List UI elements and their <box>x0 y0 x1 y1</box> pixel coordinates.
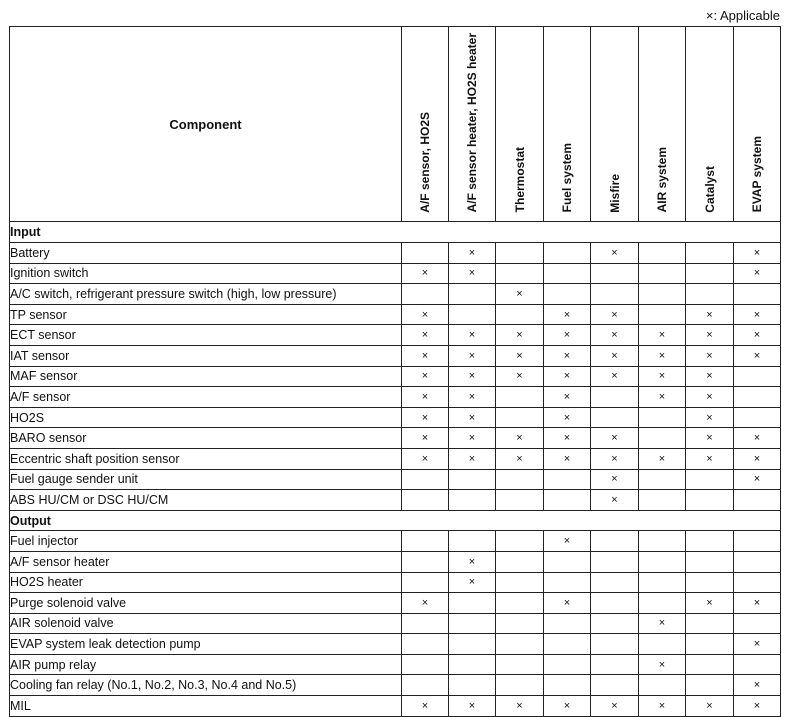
section-title: Output <box>10 510 781 531</box>
table-row <box>10 325 781 346</box>
empty-cell <box>591 387 639 408</box>
empty-cell <box>402 490 449 511</box>
component-name: AIR pump relay <box>10 654 402 675</box>
component-name: Purge solenoid valve <box>10 593 402 614</box>
empty-cell <box>686 490 734 511</box>
component-name: AIR solenoid valve <box>10 613 402 634</box>
applicable-mark: × <box>449 263 496 284</box>
applicable-mark: × <box>686 387 734 408</box>
table-row <box>10 531 781 552</box>
component-name: IAT sensor <box>10 345 402 366</box>
empty-cell <box>496 304 544 325</box>
section-row <box>10 222 781 243</box>
empty-cell <box>639 490 686 511</box>
applicable-mark: × <box>496 366 544 387</box>
applicable-mark: × <box>591 469 639 490</box>
empty-cell <box>496 593 544 614</box>
column-header <box>496 27 544 222</box>
empty-cell <box>686 531 734 552</box>
empty-cell <box>402 634 449 655</box>
empty-cell <box>449 675 496 696</box>
empty-cell <box>449 531 496 552</box>
table-row <box>10 654 781 675</box>
applicable-mark: × <box>591 696 639 717</box>
empty-cell <box>734 407 781 428</box>
empty-cell <box>591 407 639 428</box>
empty-cell <box>402 469 449 490</box>
applicable-mark: × <box>734 448 781 469</box>
empty-cell <box>591 675 639 696</box>
empty-cell <box>686 572 734 593</box>
empty-cell <box>449 634 496 655</box>
applicable-mark: × <box>734 593 781 614</box>
applicable-mark: × <box>591 448 639 469</box>
applicable-mark: × <box>449 387 496 408</box>
table-row <box>10 551 781 572</box>
applicable-mark: × <box>686 448 734 469</box>
column-header <box>544 27 591 222</box>
applicable-mark: × <box>686 325 734 346</box>
empty-cell <box>639 634 686 655</box>
empty-cell <box>496 407 544 428</box>
empty-cell <box>734 572 781 593</box>
applicable-mark: × <box>686 407 734 428</box>
applicable-mark: × <box>591 304 639 325</box>
column-header <box>591 27 639 222</box>
column-header-label: Fuel system <box>560 143 574 213</box>
applicable-mark: × <box>686 696 734 717</box>
column-header-label: Catalyst <box>702 165 717 213</box>
applicable-mark: × <box>544 345 591 366</box>
applicable-mark: × <box>496 428 544 449</box>
empty-cell <box>734 551 781 572</box>
empty-cell <box>591 263 639 284</box>
component-name: A/F sensor <box>10 387 402 408</box>
empty-cell <box>591 634 639 655</box>
applicable-mark: × <box>639 345 686 366</box>
applicable-mark: × <box>402 428 449 449</box>
applicable-mark: × <box>402 263 449 284</box>
empty-cell <box>639 263 686 284</box>
empty-cell <box>686 243 734 264</box>
empty-cell <box>402 284 449 305</box>
applicable-mark: × <box>449 325 496 346</box>
legend-applicable: ×: Applicable <box>705 8 780 23</box>
table-row <box>10 448 781 469</box>
applicable-mark: × <box>639 613 686 634</box>
applicable-mark: × <box>449 696 496 717</box>
empty-cell <box>496 387 544 408</box>
applicable-mark: × <box>686 304 734 325</box>
applicable-mark: × <box>402 696 449 717</box>
empty-cell <box>686 469 734 490</box>
table-row <box>10 469 781 490</box>
table-row <box>10 675 781 696</box>
empty-cell <box>544 243 591 264</box>
table-row <box>10 366 781 387</box>
table-row <box>10 572 781 593</box>
applicable-mark: × <box>544 366 591 387</box>
empty-cell <box>402 243 449 264</box>
applicable-mark: × <box>591 490 639 511</box>
table-row <box>10 243 781 264</box>
applicable-mark: × <box>591 325 639 346</box>
component-name: MAF sensor <box>10 366 402 387</box>
applicable-mark: × <box>449 572 496 593</box>
applicable-mark: × <box>496 345 544 366</box>
section-title: Input <box>10 222 781 243</box>
component-name: HO2S <box>10 407 402 428</box>
applicable-mark: × <box>402 593 449 614</box>
component-name: BARO sensor <box>10 428 402 449</box>
empty-cell <box>686 284 734 305</box>
component-matrix-table <box>9 26 781 717</box>
applicable-mark: × <box>639 696 686 717</box>
empty-cell <box>449 613 496 634</box>
empty-cell <box>496 531 544 552</box>
component-name: ECT sensor <box>10 325 402 346</box>
empty-cell <box>639 551 686 572</box>
applicable-mark: × <box>734 263 781 284</box>
table-row <box>10 634 781 655</box>
empty-cell <box>591 531 639 552</box>
empty-cell <box>591 593 639 614</box>
empty-cell <box>734 531 781 552</box>
component-header: Component <box>10 27 402 222</box>
component-name: Fuel injector <box>10 531 402 552</box>
empty-cell <box>544 551 591 572</box>
applicable-mark: × <box>734 345 781 366</box>
empty-cell <box>734 613 781 634</box>
empty-cell <box>544 613 591 634</box>
empty-cell <box>496 654 544 675</box>
empty-cell <box>544 469 591 490</box>
applicable-mark: × <box>544 304 591 325</box>
empty-cell <box>686 654 734 675</box>
empty-cell <box>449 654 496 675</box>
table-row <box>10 593 781 614</box>
table-row <box>10 345 781 366</box>
applicable-mark: × <box>402 304 449 325</box>
header-row <box>10 27 781 222</box>
empty-cell <box>686 551 734 572</box>
empty-cell <box>734 387 781 408</box>
column-header-label: A/F sensor heater, HO2S heater <box>465 33 479 213</box>
applicable-mark: × <box>639 654 686 675</box>
empty-cell <box>449 490 496 511</box>
empty-cell <box>496 243 544 264</box>
applicable-mark: × <box>544 696 591 717</box>
applicable-mark: × <box>402 387 449 408</box>
applicable-mark: × <box>449 551 496 572</box>
empty-cell <box>734 490 781 511</box>
applicable-mark: × <box>686 366 734 387</box>
empty-cell <box>496 551 544 572</box>
component-name: EVAP system leak detection pump <box>10 634 402 655</box>
empty-cell <box>686 675 734 696</box>
empty-cell <box>496 613 544 634</box>
empty-cell <box>591 551 639 572</box>
empty-cell <box>686 263 734 284</box>
empty-cell <box>544 654 591 675</box>
empty-cell <box>639 572 686 593</box>
empty-cell <box>639 593 686 614</box>
empty-cell <box>591 613 639 634</box>
applicable-mark: × <box>544 387 591 408</box>
empty-cell <box>639 284 686 305</box>
applicable-mark: × <box>449 448 496 469</box>
column-header-label: AIR system <box>655 147 669 213</box>
table-row <box>10 387 781 408</box>
applicable-mark: × <box>734 469 781 490</box>
empty-cell <box>639 531 686 552</box>
component-name: MIL <box>10 696 402 717</box>
applicable-mark: × <box>591 243 639 264</box>
empty-cell <box>686 613 734 634</box>
table-row <box>10 263 781 284</box>
table-row <box>10 428 781 449</box>
applicable-mark: × <box>402 366 449 387</box>
empty-cell <box>639 304 686 325</box>
applicable-mark: × <box>449 345 496 366</box>
table-row <box>10 304 781 325</box>
applicable-mark: × <box>449 366 496 387</box>
applicable-mark: × <box>544 531 591 552</box>
table-row <box>10 284 781 305</box>
component-name: Ignition switch <box>10 263 402 284</box>
component-name: TP sensor <box>10 304 402 325</box>
column-header-label: EVAP system <box>750 136 764 213</box>
empty-cell <box>639 243 686 264</box>
empty-cell <box>402 675 449 696</box>
component-name: A/F sensor heater <box>10 551 402 572</box>
empty-cell <box>686 634 734 655</box>
empty-cell <box>544 284 591 305</box>
applicable-mark: × <box>544 407 591 428</box>
column-header <box>402 27 449 222</box>
column-header <box>639 27 686 222</box>
applicable-mark: × <box>639 387 686 408</box>
applicable-mark: × <box>734 304 781 325</box>
applicable-mark: × <box>402 448 449 469</box>
applicable-mark: × <box>496 325 544 346</box>
applicable-mark: × <box>544 325 591 346</box>
section-row <box>10 510 781 531</box>
column-header <box>686 27 734 222</box>
applicable-mark: × <box>591 345 639 366</box>
empty-cell <box>496 263 544 284</box>
empty-cell <box>544 634 591 655</box>
applicable-mark: × <box>544 593 591 614</box>
applicable-mark: × <box>496 696 544 717</box>
empty-cell <box>591 284 639 305</box>
applicable-mark: × <box>402 345 449 366</box>
table-row <box>10 613 781 634</box>
empty-cell <box>544 263 591 284</box>
applicable-mark: × <box>449 243 496 264</box>
applicable-mark: × <box>734 634 781 655</box>
applicable-mark: × <box>496 448 544 469</box>
empty-cell <box>639 675 686 696</box>
column-header <box>449 27 496 222</box>
applicable-mark: × <box>449 428 496 449</box>
empty-cell <box>544 572 591 593</box>
column-header-label: Misfire <box>607 173 622 213</box>
empty-cell <box>496 490 544 511</box>
empty-cell <box>496 634 544 655</box>
applicable-mark: × <box>639 325 686 346</box>
empty-cell <box>496 572 544 593</box>
component-name: HO2S heater <box>10 572 402 593</box>
empty-cell <box>402 531 449 552</box>
empty-cell <box>402 613 449 634</box>
empty-cell <box>402 654 449 675</box>
empty-cell <box>639 428 686 449</box>
empty-cell <box>639 469 686 490</box>
empty-cell <box>449 284 496 305</box>
applicable-mark: × <box>686 345 734 366</box>
empty-cell <box>449 593 496 614</box>
empty-cell <box>734 654 781 675</box>
applicable-mark: × <box>591 428 639 449</box>
applicable-mark: × <box>686 593 734 614</box>
column-header-label: A/F sensor, HO2S <box>418 111 432 213</box>
empty-cell <box>734 366 781 387</box>
applicable-mark: × <box>591 366 639 387</box>
component-name: A/C switch, refrigerant pressure switch (high, low pressure) <box>10 284 402 305</box>
applicable-mark: × <box>734 428 781 449</box>
applicable-mark: × <box>449 407 496 428</box>
table-row <box>10 407 781 428</box>
applicable-mark: × <box>734 675 781 696</box>
component-name: Eccentric shaft position sensor <box>10 448 402 469</box>
applicable-mark: × <box>734 696 781 717</box>
empty-cell <box>544 490 591 511</box>
applicable-mark: × <box>544 428 591 449</box>
component-name: ABS HU/CM or DSC HU/CM <box>10 490 402 511</box>
applicable-mark: × <box>686 428 734 449</box>
empty-cell <box>639 407 686 428</box>
empty-cell <box>402 551 449 572</box>
component-name: Fuel gauge sender unit <box>10 469 402 490</box>
empty-cell <box>544 675 591 696</box>
empty-cell <box>591 654 639 675</box>
applicable-mark: × <box>402 407 449 428</box>
applicable-mark: × <box>639 366 686 387</box>
component-name: Battery <box>10 243 402 264</box>
matrix-body <box>10 222 781 716</box>
applicable-mark: × <box>544 448 591 469</box>
empty-cell <box>734 284 781 305</box>
column-header-label: Thermostat <box>512 147 527 213</box>
empty-cell <box>449 469 496 490</box>
applicable-mark: × <box>496 284 544 305</box>
empty-cell <box>402 572 449 593</box>
empty-cell <box>591 572 639 593</box>
empty-cell <box>496 469 544 490</box>
applicable-mark: × <box>734 325 781 346</box>
component-name: Cooling fan relay (No.1, No.2, No.3, No.4 and No.5) <box>10 675 402 696</box>
empty-cell <box>496 675 544 696</box>
empty-cell <box>449 304 496 325</box>
applicable-mark: × <box>402 325 449 346</box>
applicable-mark: × <box>734 243 781 264</box>
table-row <box>10 490 781 511</box>
applicable-mark: × <box>639 448 686 469</box>
column-header <box>734 27 781 222</box>
